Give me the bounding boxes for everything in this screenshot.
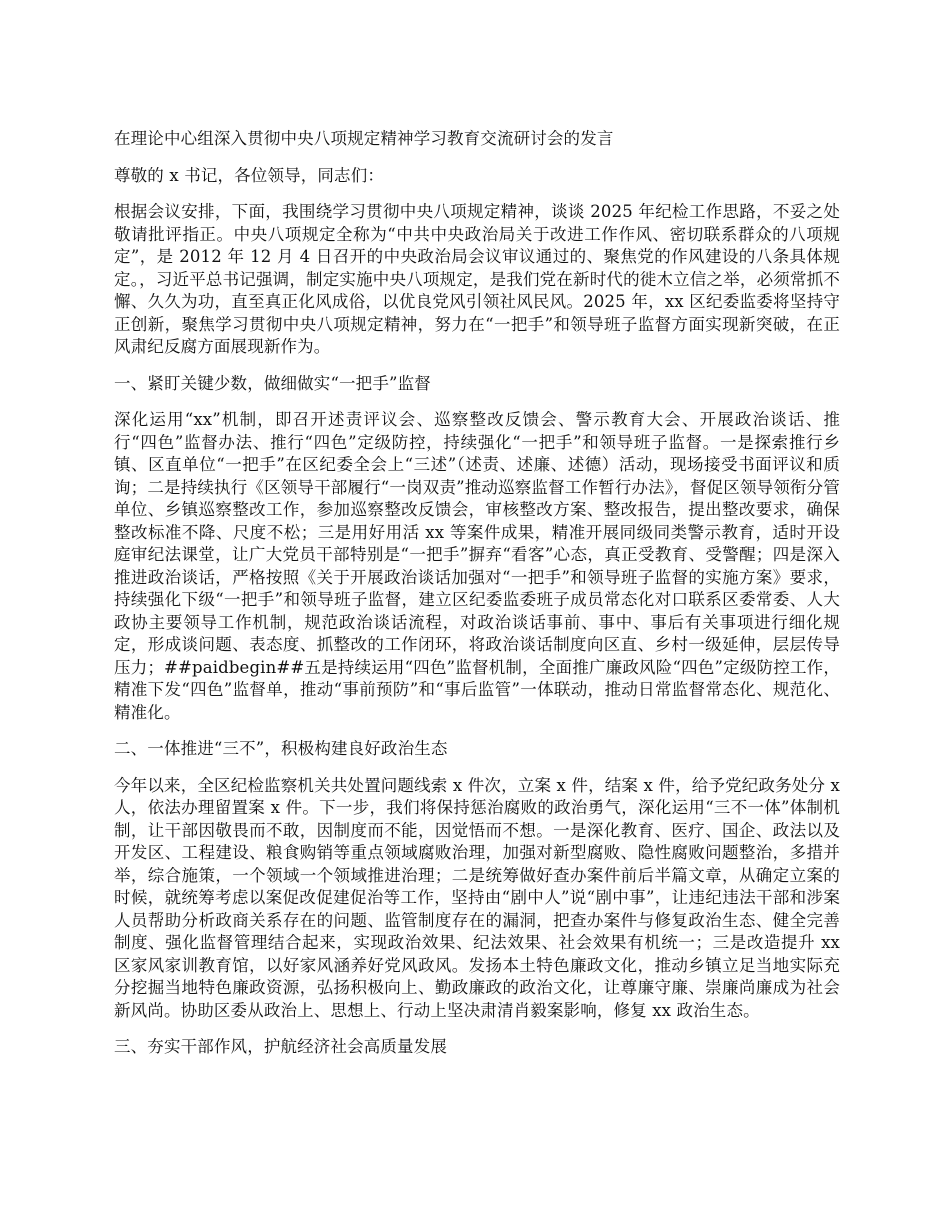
section-heading-2: 二、一体推进“三不”，积极构建良好政治生态 (114, 739, 448, 758)
section-body-2: 今年以来，全区纪检监察机关共处置问题线索 x 件次，立案 x 件，结案 x 件，给予党纪政务处分 x 人，依法办理留置案 x 件。下一步，我们将保持惩治腐败的政治勇气，深化运用“三不一体”体制机制，让干部因敬畏而不敢，因制度而不能，因觉悟而不想。一是深化教育、医疗、国企、政法以及开发区、工程建设、粮食购销等重点领域腐败治理，加强对新型腐败、隐性腐败问题整治，多措并举，综合施策，一个领域一个领域推进治理；二是统筹做好查办案件前后半篇文章，从确定立案的时候，就统筹考虑以案促改促建促治等工作，坚持由“剧中人”说“剧中事”，让违纪违法干部和涉案人员帮助分析政商关系存在的问题、监管制度存在的漏洞，把查办案件与修复政治生态、健全完善制度、强化监督管理结合起来，实现政治效果、纪法效果、社会效果有机统一；三是改造提升 xx 区家风家训教育馆，以好家风涵养好党风政风。发扬本土特色廉政文化，推动乡镇立足当地实际充分挖掘当地特色廉政资源，弘扬积极向上、勤政廉政的政治文化，让尊廉守廉、崇廉尚廉成为社会新风尚。协助区委从政治上、思想上、行动上坚决肃清肖毅案影响，修复 xx 政治生态。 (114, 775, 840, 1020)
section-heading-1: 一、紧盯关键少数，做细做实“一把手”监督 (114, 373, 431, 393)
section-heading-3: 三、夯实干部作风，护航经济社会高质量发展 (114, 1037, 447, 1056)
section-body-1: 深化运用“xx”机制，即召开述责评议会、巡察整改反馈会、警示教育大会、开展政治谈话、推行“四色”监督办法、推行“四色”定级防控，持续强化“一把手”和领导班子监督。一是探索推行乡镇、区直单位“一把手”在区纪委全会上“三述”（述责、述廉、述德）活动，现场接受书面评议和质询；二是持续执行《区领导干部履行“一岗双责”推动巡察监督工作暂行办法》，督促区领导领衔分管单位、乡镇巡察整改工作，参加巡察整改反馈会，审核整改方案、整改报告，提出整改要求，确保整改标准不降、尺度不松；三是用好用活 xx 等案件成果，精准开展同级同类警示教育，适时开设庭审纪法课堂，让广大党员干部特别是“一把手”摒弃“看客”心态，真正受教育、受警醒；四是深入推进政治谈话，严格按照《关于开展政治谈话加强对“一把手”和领导班子监督的实施方案》要求，持续强化下级“一把手”和领导班子监督，建立区纪委监委班子成员常态化对口联系区委常委、人大政协主要领导工作机制，规范政治谈话流程，对政治谈话事前、事中、事后有关事项进行细化规定，形成谈问题、表态度、抓整改的工作闭环，将政治谈话制度向区直、乡村一级延伸，层层传导压力；##paidbegin##五是持续运用“四色”监督机制，全面推广廉政风险“四色”定级防控工作，精准下发“四色”监督单，推动“事前预防”和“事后监管”一体联动，推动日常监督常态化、规范化、精准化。 (114, 410, 840, 722)
document-title: 在理论中心组深入贯彻中央八项规定精神学习教育交流研讨会的发言 (114, 129, 614, 148)
salutation: 尊敬的 x 书记，各位领导，同志们： (114, 165, 384, 185)
document-page (114, 128, 840, 1073)
intro-paragraph: 根据会议安排，下面，我围绕学习贯彻中央八项规定精神，谈谈 2025 年纪检工作思路，不妥之处敬请批评指正。中央八项规定全称为“中共中央政治局关于改进工作作风、密切联系群众的八项规定”，是 2012 年 12 月 4 日召开的中央政治局会议审议通过的、聚焦党的作风建设的八条具体规定。，习近平总书记强调，制定实施中央八项规定，是我们党在新时代的徙木立信之举，必须常抓不懈、久久为功，直至真正化风成俗，以优良党风引领社风民风。2025 年，xx 区纪委监委将坚持守正创新，聚焦学习贯彻中央八项规定精神，努力在“一把手”和领导班子监督方面实现新突破，在正风肃纪反腐方面展现新作为。 (114, 202, 840, 356)
